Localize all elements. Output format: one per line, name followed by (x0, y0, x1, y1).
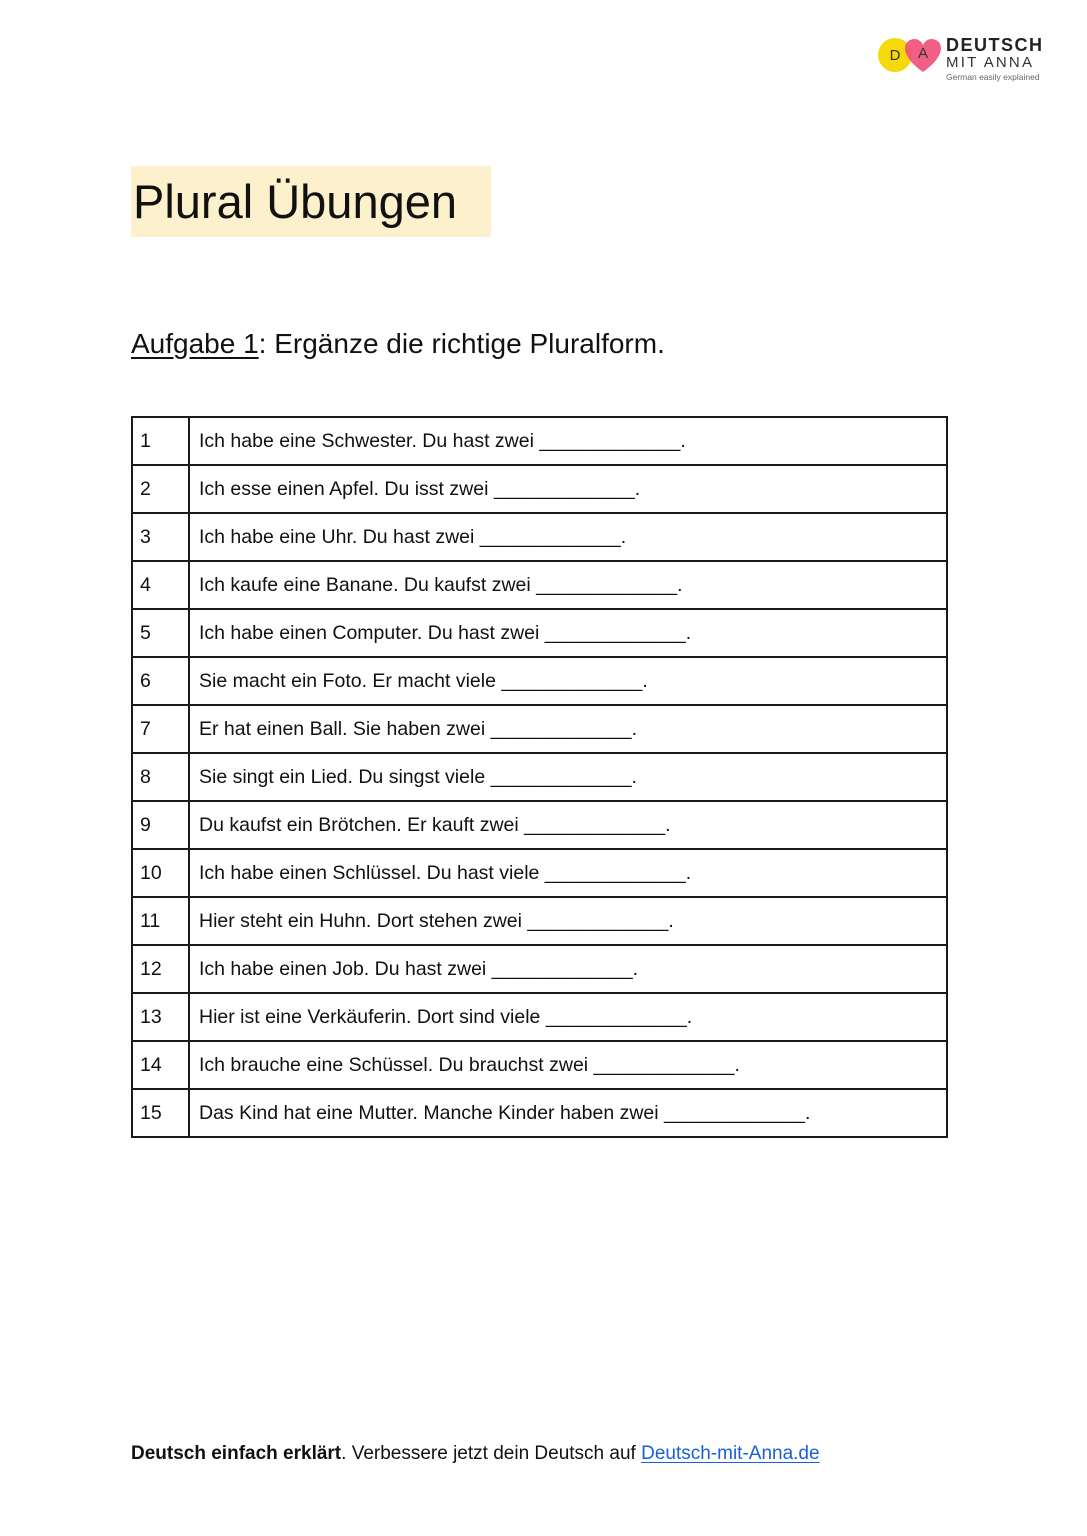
logo-tagline: German easily explained (946, 72, 1040, 82)
row-number: 7 (132, 705, 189, 753)
row-sentence: Er hat einen Ball. Sie haben zwei _____________. (189, 705, 947, 753)
table-row (132, 753, 947, 801)
table-row (132, 801, 947, 849)
row-sentence: Ich esse einen Apfel. Du isst zwei _____________. (189, 465, 947, 513)
row-sentence: Das Kind hat eine Mutter. Manche Kinder haben zwei _____________. (189, 1089, 947, 1137)
table-row (132, 849, 947, 897)
row-sentence: Ich kaufe eine Banane. Du kaufst zwei _____________. (189, 561, 947, 609)
logo-line-2: MIT ANNA (946, 54, 1035, 71)
table-row (132, 993, 947, 1041)
row-sentence: Ich habe einen Schlüssel. Du hast viele _____________. (189, 849, 947, 897)
row-number: 5 (132, 609, 189, 657)
row-sentence: Hier steht ein Huhn. Dort stehen zwei _____________. (189, 897, 947, 945)
row-number: 10 (132, 849, 189, 897)
footer-text: . Verbessere jetzt dein Deutsch auf (341, 1443, 642, 1464)
row-number: 2 (132, 465, 189, 513)
row-number: 13 (132, 993, 189, 1041)
logo-mark (878, 38, 942, 74)
row-sentence: Du kaufst ein Brötchen. Er kauft zwei _____________. (189, 801, 947, 849)
table-row (132, 513, 947, 561)
table-row (132, 465, 947, 513)
row-number: 9 (132, 801, 189, 849)
task-heading (131, 324, 665, 364)
row-sentence: Ich habe einen Job. Du hast zwei _____________. (189, 945, 947, 993)
table-row (132, 609, 947, 657)
table-row (132, 561, 947, 609)
row-sentence: Hier ist eine Verkäuferin. Dort sind viele _____________. (189, 993, 947, 1041)
row-sentence: Ich habe einen Computer. Du hast zwei _____________. (189, 609, 947, 657)
page-title: Plural Übungen (131, 166, 491, 237)
table-row (132, 945, 947, 993)
row-sentence: Ich habe eine Uhr. Du hast zwei _____________. (189, 513, 947, 561)
task-label: Aufgabe 1 (131, 328, 259, 359)
logo-letter-a: A (917, 44, 928, 62)
row-number: 1 (132, 417, 189, 465)
logo-line-1: DEUTSCH (946, 35, 1044, 55)
footer-website-link[interactable]: Deutsch-mit-Anna.de (641, 1443, 820, 1464)
table-row (132, 1041, 947, 1089)
row-sentence: Sie macht ein Foto. Er macht viele _____________. (189, 657, 947, 705)
task-instruction: : Ergänze die richtige Pluralform. (258, 328, 665, 359)
brand-logo (876, 34, 1056, 86)
table-row (132, 1089, 947, 1137)
table-row (132, 897, 947, 945)
row-number: 15 (132, 1089, 189, 1137)
row-sentence: Ich brauche eine Schüssel. Du brauchst zwei _____________. (189, 1041, 947, 1089)
row-number: 8 (132, 753, 189, 801)
table-row (132, 657, 947, 705)
row-sentence: Sie singt ein Lied. Du singst viele _____________. (189, 753, 947, 801)
row-number: 6 (132, 657, 189, 705)
footer-slogan: Deutsch einfach erklärt (131, 1443, 342, 1464)
row-sentence: Ich habe eine Schwester. Du hast zwei _____________. (189, 417, 947, 465)
logo-letter-d: D (889, 46, 901, 64)
exercise-table (131, 416, 948, 1138)
table-row (132, 705, 947, 753)
row-number: 14 (132, 1041, 189, 1089)
row-number: 4 (132, 561, 189, 609)
footer (131, 1440, 820, 1468)
logo-wordmark (946, 36, 1044, 83)
table-row (132, 417, 947, 465)
row-number: 11 (132, 897, 189, 945)
row-number: 3 (132, 513, 189, 561)
row-number: 12 (132, 945, 189, 993)
